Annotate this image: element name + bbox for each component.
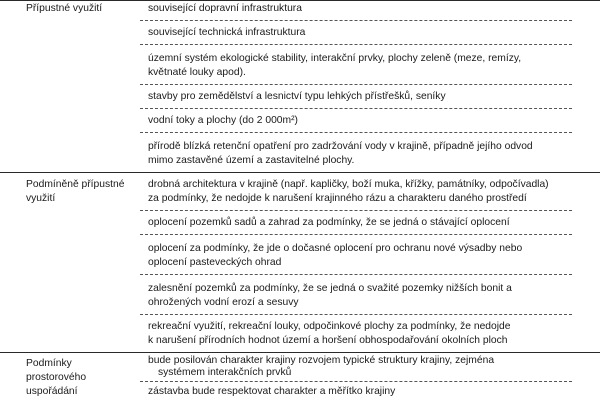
item-uses-line-1: územní systém ekologické stability, interakční prvky, plochy zeleně (meze, remízy, [148, 53, 522, 64]
item-retence-line-1: přírodě blízká retenční opatření pro zadržování vody v krajině, případně jejího odvod [148, 141, 533, 152]
item-separator [140, 381, 572, 382]
item-oploceni-docasne-line-1: oplocení za podmínky, že jde o dočasné oplocení pro ochranu nové výsadby nebo [148, 243, 523, 254]
item-stavby: stavby pro zemědělství a lesnictví typu lehkých přístřešků, seníky [148, 91, 446, 102]
item-retence-line-2: mimo zastavěné území a zastavitelné plochy. [148, 155, 355, 166]
item-separator [140, 132, 572, 133]
item-oploceni-sady: oplocení pozemků sadů a zahrad za podmínky, že se jedná o stávající oplocení [148, 217, 510, 228]
item-uses-line-2: květnaté louky apod). [148, 67, 246, 78]
label-podminene-line-2: využití [26, 193, 56, 204]
item-oploceni-docasne-line-2: oplocení pasteveckých ohrad [148, 257, 282, 268]
item-vodni-toky: vodní toky a plochy (do 2 000m²) [148, 115, 298, 126]
item-rekreace-line-2: k narušení přírodních hodnot území a horšení obhospodařování okolních ploch [148, 335, 508, 346]
item-separator [140, 108, 572, 109]
item-charakter-krajiny-line-1: bude posilován charakter krajiny rozvojem typické struktury krajiny, zejména [148, 355, 495, 366]
label-pripustne-vyuziti: Přípustné využití [26, 3, 103, 14]
item-technicka-infrastruktura: související technická infrastruktura [148, 27, 306, 38]
item-separator [140, 20, 572, 21]
section-rule [0, 352, 600, 353]
item-drobna-architektura-line-1: drobná architektura v krajině (např. kapličky, boží muka, křížky, památníky, odpočívadla) [148, 179, 549, 190]
item-separator [140, 44, 572, 45]
item-separator [140, 84, 572, 85]
item-separator [140, 314, 572, 315]
label-podminene-line-1: Podmíněně přípustné [26, 179, 125, 190]
item-drobna-architektura-line-2: za podmínky, že nedojde k narušení krajinného rázu a charakteru daného prostředí [148, 193, 527, 204]
item-zalesneni-line-2: ohrožených vodní erozí a sesuvy [148, 297, 299, 308]
label-podminky-line-2: prostorového [26, 372, 87, 383]
label-podminky-line-3: uspořádání [26, 386, 78, 397]
item-dopravni-infrastruktura: související dopravní infrastruktura [148, 3, 302, 14]
item-separator [140, 274, 572, 275]
item-separator [140, 234, 572, 235]
item-rekreace-line-1: rekreační využití, rekreační louky, odpočinkové plochy za podmínky, že nedojde [148, 321, 511, 332]
label-podminky-line-1: Podmínky [26, 358, 72, 369]
top-rule [0, 0, 600, 1]
item-zastavba: zástavba bude respektovat charakter a měřítko krajiny [148, 386, 396, 397]
section-rule [0, 172, 600, 173]
item-charakter-krajiny-line-2: systémem interakčních prvků [158, 367, 292, 378]
item-separator [140, 210, 572, 211]
item-zalesneni-line-1: zalesnění pozemků za podmínky, že se jedná o svažité pozemky nižších bonit a [148, 283, 512, 294]
